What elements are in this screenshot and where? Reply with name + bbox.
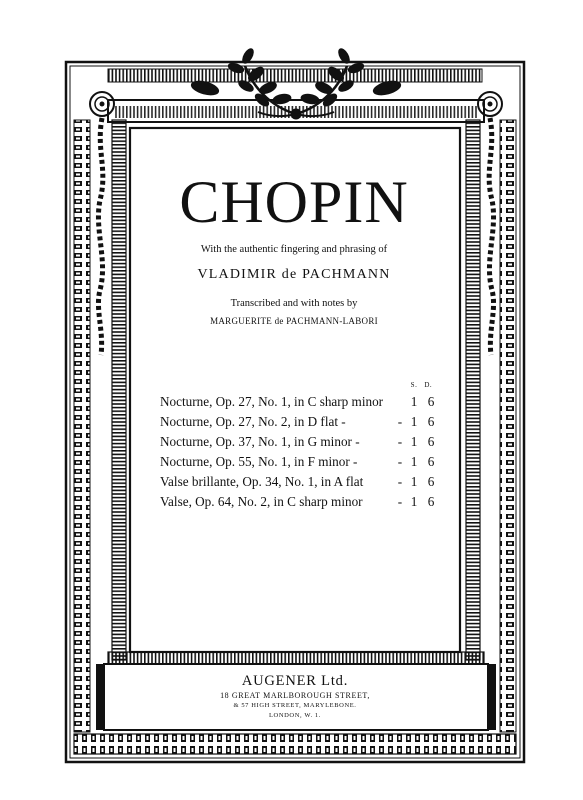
work-title: Valse brillante, Op. 34, No. 1, in A flat (160, 474, 364, 489)
price-shillings: 1 (410, 394, 418, 409)
left-dentil-column (74, 120, 90, 732)
price-shillings: 1 (410, 434, 418, 449)
top-hatch-band (108, 69, 482, 82)
list-item (160, 432, 450, 452)
left-garland (90, 92, 114, 355)
leader-dash: - (397, 434, 403, 449)
right-dentil-column (500, 120, 516, 732)
work-title: Valse, Op. 64, No. 2, in C sharp minor (160, 494, 363, 509)
work-title: Nocturne, Op. 55, No. 1, in F minor - (160, 454, 358, 469)
publisher-address-line-1: 18 GREAT MARLBOROUGH STREET, (220, 691, 370, 700)
editor-name: VLADIMIR de PACHMANN (197, 267, 391, 282)
price-shillings: 1 (410, 494, 418, 509)
price-pence: 6 (427, 494, 435, 509)
price-pence: 6 (427, 394, 435, 409)
price-pence: 6 (427, 454, 435, 469)
publisher-name: AUGENER Ltd. (241, 673, 349, 689)
transcriber-name: MARGUERITE de PACHMANN-LABORI (210, 316, 378, 326)
transcribed-line: Transcribed and with notes by (230, 298, 358, 309)
price-shillings: 1 (410, 454, 418, 469)
works-list (160, 392, 450, 512)
publisher-address-line-2: & 57 HIGH STREET, MARYLEBONE. (233, 702, 357, 709)
leader-dash: - (397, 474, 403, 489)
price-header (408, 381, 434, 389)
right-garland (478, 92, 502, 355)
price-pence: 6 (427, 434, 435, 449)
work-title: Nocturne, Op. 27, No. 1, in C sharp minor (160, 394, 384, 409)
leader-dash: - (397, 454, 403, 469)
work-title: Nocturne, Op. 37, No. 1, in G minor - (160, 434, 360, 449)
list-item (160, 392, 450, 412)
price-pence: 6 (427, 474, 435, 489)
list-item (160, 492, 450, 512)
work-title: Nocturne, Op. 27, No. 2, in D flat - (160, 414, 346, 429)
page-title: CHOPIN (179, 169, 409, 235)
publisher-address-line-3: LONDON, W. 1. (268, 712, 322, 719)
price-shillings: 1 (410, 474, 418, 489)
price-shillings: 1 (410, 414, 418, 429)
list-item (160, 452, 450, 472)
leader-dash: - (397, 494, 403, 509)
leader-dash: - (397, 414, 403, 429)
pence-header: D. (424, 381, 433, 389)
shillings-header: S. (410, 381, 418, 389)
list-item (160, 472, 450, 492)
bottom-dentil-band (74, 734, 516, 754)
list-item (160, 412, 450, 432)
left-column (112, 120, 126, 660)
right-column (466, 120, 480, 660)
subtitle: With the authentic fingering and phrasing of (200, 244, 388, 255)
price-pence: 6 (427, 414, 435, 429)
